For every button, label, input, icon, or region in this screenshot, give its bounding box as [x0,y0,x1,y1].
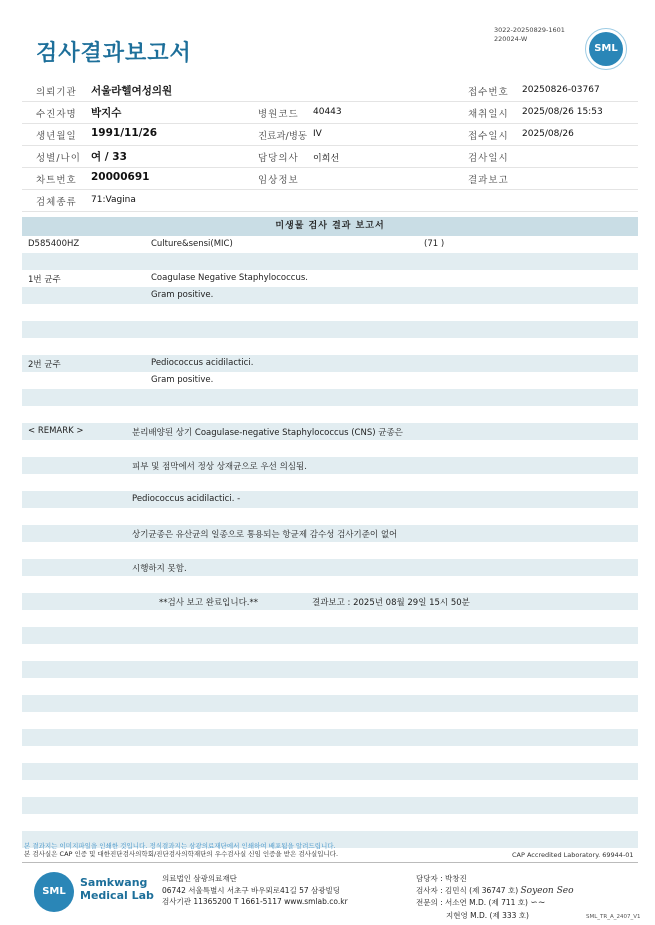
info-label: 임상정보 [258,175,299,186]
blank-row [22,576,638,593]
info-label: 담당의사 [258,153,299,164]
remark-row [22,559,638,576]
info-label: 성별/나이 [36,153,81,164]
completion-row [22,593,638,610]
info-row [22,190,638,212]
accession-value: 20250826-03767 [522,85,600,95]
blank-row [22,321,638,338]
remark-line: 분리배양된 상기 Coagulase-negative Staphylococcus (CNS) 균종은 [132,428,403,438]
info-row [22,124,638,146]
staff-line: 담당자 : 박창진 [416,874,467,883]
footer-sml-logo: SML [34,872,74,912]
organism-2-gram: Gram positive. [151,375,214,385]
blank-row [22,678,638,695]
info-row [22,80,638,102]
test-name: Culture&sensi(MIC) [151,239,233,249]
remark-line: 상기균종은 유산균의 일종으로 통용되는 항균제 감수성 검사기준이 없어 [132,530,398,540]
blank-row [22,763,638,780]
info-label: 진료과/병동 [258,131,308,142]
info-label: 결과보고 [468,175,509,186]
organism-1-row [22,270,638,287]
blank-row [22,814,638,831]
blank-row [22,542,638,559]
org-name-line-2: Medical Lab [80,889,154,902]
info-label: 검체종류 [36,197,77,208]
birth-date-value: 1991/11/26 [91,127,158,139]
blank-row [22,304,638,321]
blank-row [22,474,638,491]
staff-line [416,885,574,898]
blank-row [22,644,638,661]
department-value: IV [313,129,322,139]
specialist-signature-icon: ∽~ [530,898,546,908]
organism-2-row [22,355,638,372]
doctor-value: 이희선 [313,154,340,164]
blank-row [22,712,638,729]
organism-1-gram: Gram positive. [151,290,214,300]
specialist-1-text: 전문의 : 서소연 M.D. (제 711 호) [416,898,528,907]
collection-date-value: 2025/08/26 15:53 [522,107,603,117]
blank-row [22,627,638,644]
specimen-value: 71:Vagina [91,195,136,205]
footnote [24,842,338,858]
org-address-line: 검사기관 11365200 T 1661-5117 www.smlab.co.kr [162,897,348,906]
footer-divider [22,862,638,863]
document-id-line-1: 3022-20250829-1601 [494,26,565,34]
blank-row [22,253,638,270]
document-id [494,26,565,44]
info-label: 접수일시 [468,131,509,142]
document-id-line-2: 220024-W [494,35,528,43]
remark-line: 시행하지 못함. [132,564,187,574]
info-row [22,168,638,190]
info-label: 병원코드 [258,109,299,120]
org-address-line: 06742 서울특별시 서초구 바우뫼로41길 57 삼광빌딩 [162,885,341,895]
tester-signature-icon: Soyeon Seo [520,885,574,896]
blank-row [22,695,638,712]
info-label: 접수번호 [468,87,509,98]
remark-line: 피부 및 점막에서 정상 상재균으로 우선 의심됨. [132,462,307,472]
org-address-line: 의료법인 삼광의료재단 [162,874,237,883]
info-label: 채취일시 [468,109,509,120]
org-address [162,873,348,908]
org-name [80,876,154,902]
organism-2-gram-row [22,372,638,389]
page-title: 검사결과보고서 [36,41,192,66]
info-label: 생년월일 [36,131,77,142]
blank-row [22,746,638,763]
received-date-value: 2025/08/26 [522,129,574,139]
test-code: D585400HZ [28,239,80,249]
cap-accreditation: CAP Accredited Laboratory. 69944-01 [512,851,634,859]
remark-row [22,525,638,542]
patient-name-value: 박지수 [91,107,122,119]
blank-row [22,389,638,406]
info-label: 차트번호 [36,175,77,186]
staff-line: 지현영 M.D. (제 333 호) [446,910,529,920]
blank-row [22,440,638,457]
sex-age-value: 여 / 33 [91,151,127,163]
blank-row [22,610,638,627]
remark-row [22,457,638,474]
organism-1-label: 1번 균주 [28,275,61,285]
info-label: 검사일시 [468,153,509,164]
organism-1-gram-row [22,287,638,304]
hospital-code-value: 40443 [313,107,342,117]
remark-row [22,423,638,440]
report-heading: 미생물 검사 결과 보고서 [22,217,638,236]
blank-row [22,338,638,355]
completion-text: **검사 보고 완료입니다.** [159,598,259,608]
remark-row [22,491,638,508]
chart-number-value: 20000691 [91,171,150,183]
organism-1-name: Coagulase Negative Staphylococcus. [151,273,308,283]
info-label: 의뢰기관 [36,87,77,98]
final-report-time: 결과보고 : 2025년 08월 29일 15시 50분 [312,598,470,608]
organism-2-label: 2번 균주 [28,360,61,370]
blank-row [22,661,638,678]
footnote-line-1: 본 결과지는 이미지파일을 인쇄한 것입니다. 정식결과지는 삼광의료재단에서 인쇄하여 배포됨을 알려드립니다. [24,842,336,850]
info-row [22,146,638,168]
blank-row [22,797,638,814]
sml-logo: SML [589,32,623,66]
remark-line: Pediococcus acidilactici. - [132,494,241,504]
patient-info-table [22,80,638,212]
info-label: 수진자명 [36,109,77,120]
test-number: (71 ) [424,239,445,249]
blank-row [22,729,638,746]
institution-value: 서울라헬여성의원 [91,85,173,97]
tester-text: 검사자 : 김민식 (제 36747 호) [416,885,519,895]
test-row [22,236,638,253]
blank-row [22,780,638,797]
form-code: SML_TR_A_2407_V1 [586,914,641,920]
remark-label: < REMARK > [28,426,84,436]
blank-row [22,406,638,423]
staff-info [416,873,574,921]
microbiology-report [22,217,638,848]
organism-2-name: Pediococcus acidilactici. [151,358,254,368]
staff-line [416,897,574,910]
org-name-line-1: Samkwang [80,876,148,889]
blank-row [22,508,638,525]
footnote-line-2: 본 검사실은 CAP 인증 및 대한진단검사의학회/진단검사의학재단의 우수검사실 신임 인증을 받은 검사실입니다. [24,850,339,858]
info-row [22,102,638,124]
